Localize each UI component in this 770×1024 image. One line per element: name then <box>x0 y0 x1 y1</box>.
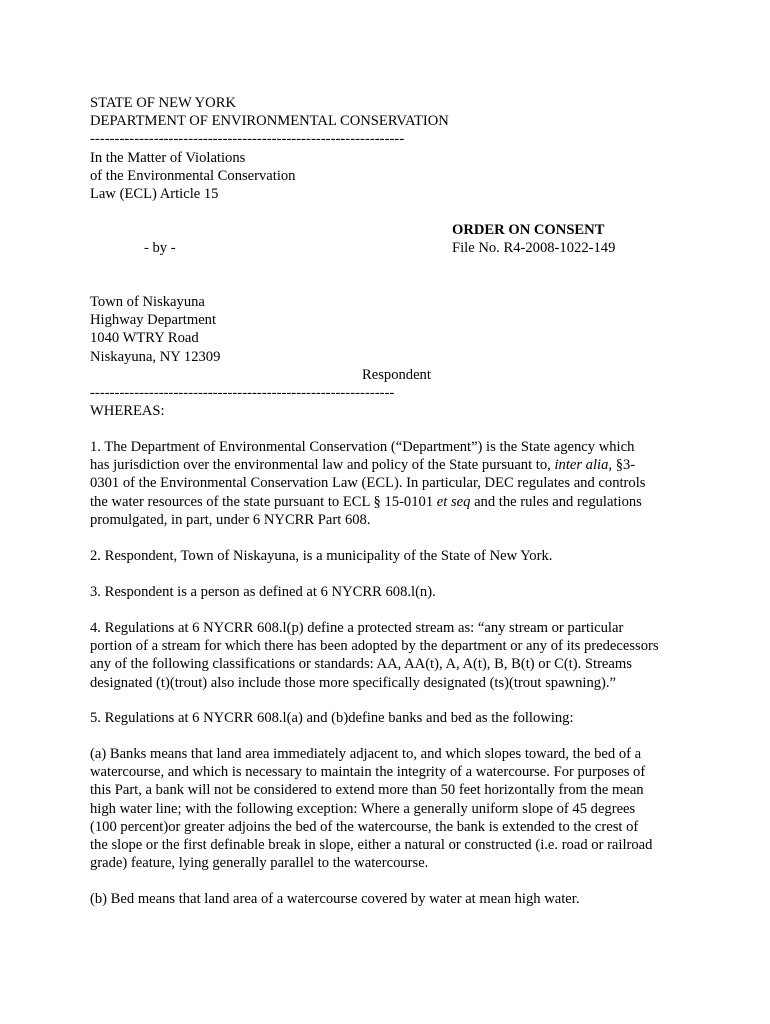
paragraph-4 <box>90 619 680 692</box>
paragraph-1-line: 0301 of the Environmental Conservation Law (ECL). In particular, DEC regulates and controls <box>90 475 646 492</box>
respondent-address <box>90 293 680 366</box>
paragraph-5-line: 5. Regulations at 6 NYCRR 608.l(a) and (b)define banks and bed as the following: <box>90 710 574 726</box>
paragraph-4-line: portion of a stream for which there has been adopted by the department or any of its predecessors <box>90 638 659 655</box>
by-label: - by - <box>144 240 176 256</box>
respondent-line-1: Town of Niskayuna <box>90 294 205 310</box>
paragraph-1 <box>90 438 680 529</box>
file-number: File No. R4-2008-1022-149 <box>452 240 616 256</box>
paragraph-2 <box>90 547 680 565</box>
paragraph-2-line: 2. Respondent, Town of Niskayuna, is a municipality of the State of New York. <box>90 548 553 564</box>
paragraph-b-line: (b) Bed means that land area of a watercourse covered by water at mean high water. <box>90 891 580 907</box>
whereas-heading: WHEREAS: <box>90 403 165 419</box>
paragraph-b <box>90 890 680 908</box>
respondent-line-3: 1040 WTRY Road <box>90 330 199 347</box>
paragraph-a-line: watercourse, and which is necessary to maintain the integrity of a watercourse. For purposes of <box>90 764 646 781</box>
paragraph-a-line: (100 percent)or greater adjoins the bed of the watercourse, the bank is extended to the crest of <box>90 818 639 835</box>
paragraph-1-line: the water resources of the state pursuant to ECL § 15-0101 et seq and the rules and regulations <box>90 493 642 510</box>
paragraph-1-line: promulgated, in part, under 6 NYCRR Part 608. <box>90 511 371 528</box>
paragraph-5 <box>90 709 680 727</box>
matter-line-2: of the Environmental Conservation <box>90 167 296 184</box>
paragraph-4-line: 4. Regulations at 6 NYCRR 608.l(p) define a protected stream as: “any stream or particular <box>90 620 624 636</box>
paragraph-3-line: 3. Respondent is a person as defined at 6 NYCRR 608.l(n). <box>90 584 436 600</box>
paragraph-1-line: 1. The Department of Environmental Conservation (“Department”) is the State agency which <box>90 439 635 455</box>
state-name: STATE OF NEW YORK <box>90 95 236 111</box>
paragraph-3 <box>90 583 680 601</box>
respondent-line-2: Highway Department <box>90 312 217 329</box>
department-name: DEPARTMENT OF ENVIRONMENTAL CONSERVATION <box>90 113 449 130</box>
paragraph-a-line: the slope or the first definable break in slope, either a natural or constructed (i.e. road or railroad <box>90 837 653 854</box>
paragraph-a-line: this Part, a bank will not be considered to extend more than 50 feet horizontally from the mean <box>90 782 644 799</box>
respondent-line-4: Niskayuna, NY 12309 <box>90 348 221 365</box>
divider-top: ---------------------------------------------------------------- <box>90 131 405 148</box>
caption-header <box>90 94 680 203</box>
paragraph-a-line: high water line; with the following exception: Where a generally uniform slope of 45 degrees <box>90 800 636 817</box>
paragraph-a <box>90 745 680 872</box>
order-title: ORDER ON CONSENT <box>452 222 605 238</box>
matter-line-1: In the Matter of Violations <box>90 149 246 166</box>
paragraph-4-line: designated (t)(trout) also include those more specifically designated (ts)(trout spawning).” <box>90 674 617 691</box>
matter-line-3: Law (ECL) Article 15 <box>90 186 219 203</box>
paragraph-4-line: any of the following classifications or standards: AA, AA(t), A, A(t), B, B(t) or C(t). Streams <box>90 656 632 673</box>
paragraph-a-line: (a) Banks means that land area immediately adjacent to, and which slopes toward, the bed of a <box>90 746 642 762</box>
paragraph-1-line: has jurisdiction over the environmental law and policy of the State pursuant to, inter alia, §3- <box>90 457 636 474</box>
respondent-label: Respondent <box>362 367 431 383</box>
divider-bottom: -------------------------------------------------------------- <box>90 385 395 401</box>
paragraph-a-line: grade) feature, lying generally parallel to the watercourse. <box>90 855 429 872</box>
